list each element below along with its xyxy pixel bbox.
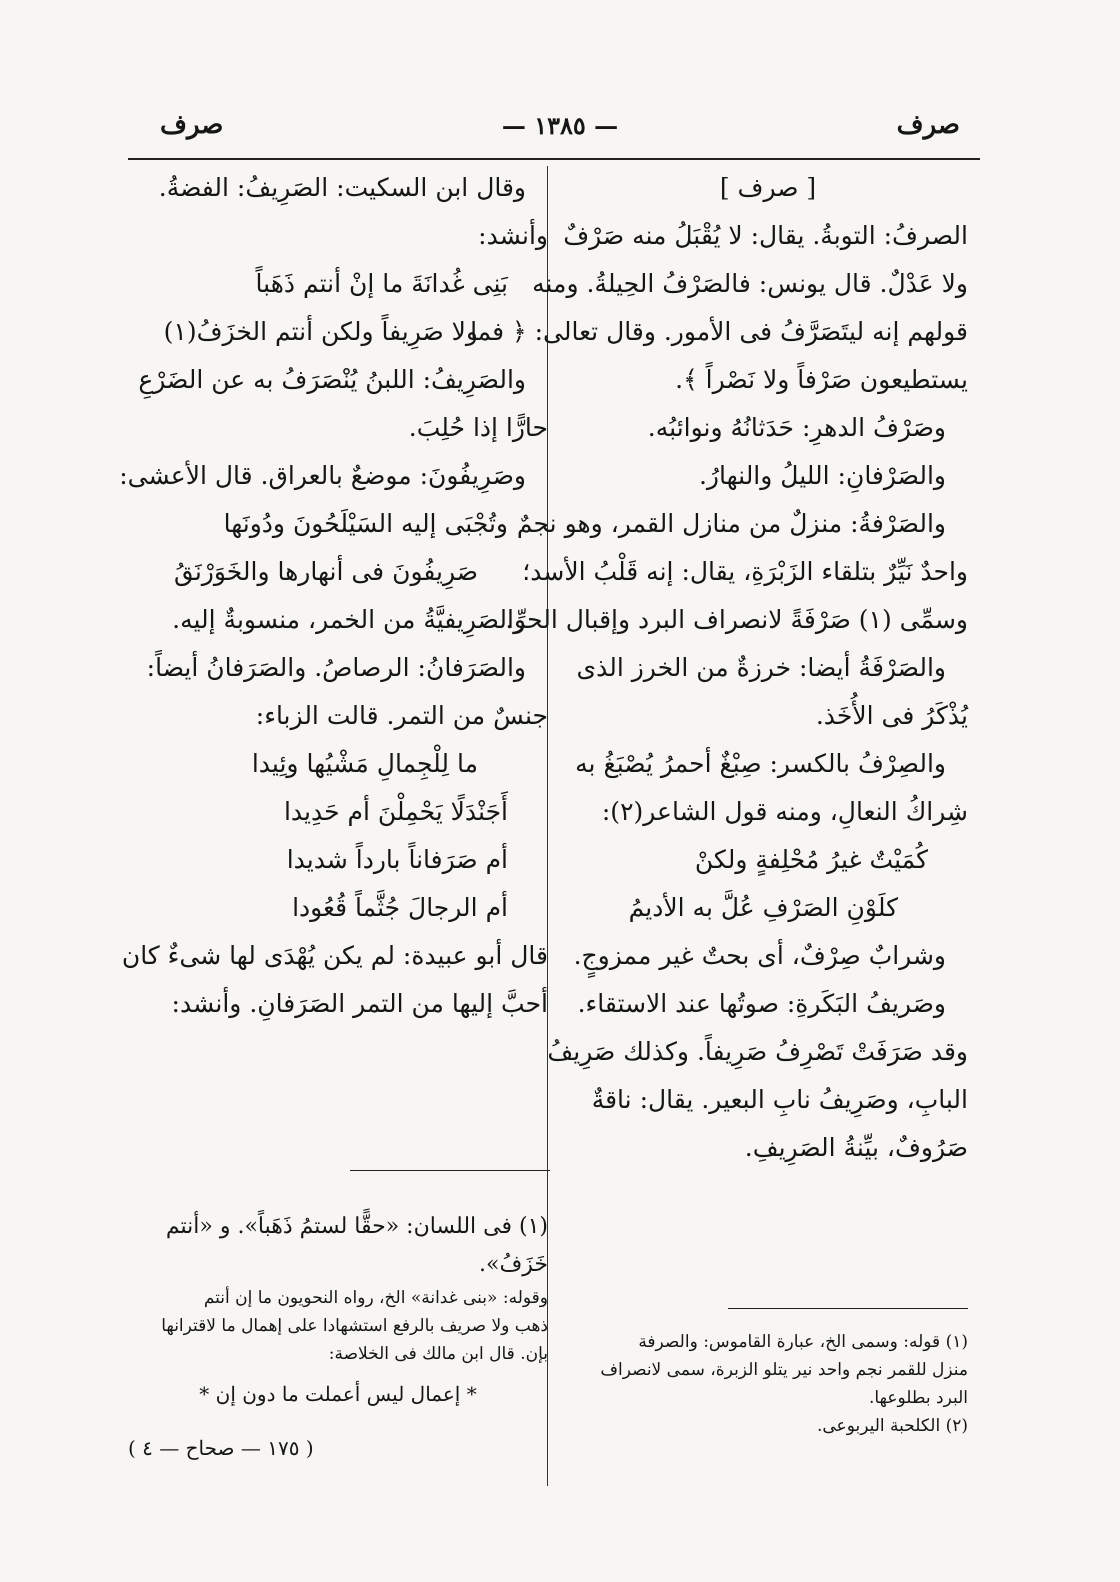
running-head-right: صرف [896,110,960,140]
verse-line: بَنِى غُدانَةَ ما إنْ أنتم ذَهَباً [255,269,508,298]
verse-line: صَرِيفُونَ فى أنهارها والخَوَرْنَقُ [173,557,478,586]
footnote-line: ذهب ولا صريف بالرفع استشهادا على إهمال ما لاقترانها [161,1316,548,1336]
text-line: والصَرِيفيَّةُ من الخمر، منسوبةٌ إليه. [172,605,526,634]
footnote-line: وقوله: «بنى غدانة» الخ، رواه النحويون ما إن أنتم [203,1288,548,1308]
text-line: يُذْكَرُ فى الأُخَذ. [815,701,968,730]
text-line: حارًّا إذا حُلِبَ. [408,413,548,442]
verse-line: أم الرجالَ جُثَّماً قُعُودا [292,893,508,922]
text-line: صَرُوفٌ، بيِّنةُ الصَرِيفِ. [744,1133,968,1162]
text-line: البابِ، وصَرِيفُ نابِ البعير. يقال: ناقةٌ [591,1085,968,1114]
text-line: قال أبو عبيدة: لم يكن يُهْدَى لها شىءٌ كان [121,941,548,970]
text-line: شِراكُ النعالِ، ومنه قول الشاعر(٢): [601,797,968,826]
footnote-line: (٢) الكلحبة اليربوعى. [816,1416,968,1436]
footnote-line: البرد بطلوعها. [868,1388,968,1408]
text-line: والصَرَفانُ: الرصاصُ. والصَرَفانُ أيضاً: [146,653,526,682]
text-line: وقد صَرَفَتْ تَصْرِفُ صَرِيفاً. وكذلك صَرِيفُ [547,1037,968,1066]
text-line: والصَرِيفُ: اللبنُ يُنْصَرَفُ به عن الضَرْعِ [138,365,526,394]
left-column [119,164,548,1028]
text-line: والصَرْفانِ: الليلُ والنهارُ. [698,461,946,490]
text-line: وقال ابن السكيت: الصَرِيفُ: الفضةُ. [158,173,526,202]
verse-line: وتُجْبَى إليه السَيْلَحُونَ ودُونَها [223,509,508,538]
footnote-rule-left [350,1170,550,1171]
footnote-line: (١) قوله: وسمى الخ، عبارة القاموس: والصرفة [638,1332,968,1352]
text-line: والصَرْفةُ: منزلٌ من منازل القمر، وهو نجمٌ [516,509,946,538]
text-line: جنسٌ من التمر. قالت الزباء: [255,701,548,730]
footnotes-left [128,1208,548,1414]
text-line: وسمِّى (١) صَرْفَةً لانصراف البرد وإقبال الحرِّ. [505,605,968,634]
text-line: يستطيعون صَرْفاً ولا نَصْراً ﴾. [675,365,968,394]
footnote-line: منزل للقمر نجم واحد نير يتلو الزبرة، سمى لانصراف [600,1360,968,1380]
verse-line: كلَوْنِ الصَرْفِ عُلَّ به الأديمُ [628,893,898,922]
running-head-left: صرف [160,110,224,140]
footnote-rule-right [728,1308,968,1309]
footnote-line: (١) فى اللسان: «حقًّا لستمُ ذَهَباً». و «أنتم [165,1214,548,1239]
text-line: وأنشد: [478,221,548,250]
verse-line: ولا صَرِيفاً ولكن أنتم الخزَفُ(١) [163,317,478,346]
verse-line: أَجَنْدَلًا يَحْمِلْنَ أم حَدِيدا [283,797,508,826]
footnote-line: بإن. قال ابن مالك فى الخلاصة: [328,1344,548,1364]
text-line: واحدٌ نَيِّرٌ بتلقاء الزَبْرَةِ، يقال: إنه قَلْبُ الأسد؛ [522,557,968,586]
footnote-line: خَزَفُ». [479,1252,548,1277]
entry-heading: [ صرف ] [719,173,817,202]
text-line: ولا عَدْلٌ. قال يونس: فالصَرْفُ الحِيلةُ. ومنه [532,269,968,298]
text-line: قولهم إنه ليتَصَرَّفُ فى الأمور. وقال تعالى: ﴿ فما [470,317,968,346]
page-number: — ١٣٨٥ — [501,111,619,140]
signature-mark: ( ١٧٥ — صحاح — ٤ ) [128,1436,314,1460]
footnote-verse: * إعمال ليس أعملت ما دون إن * [199,1382,477,1406]
text-line: الصرفُ: التوبةُ. يقال: لا يُقْبَلُ منه صَرْفٌ [563,221,968,250]
text-line: وصَريفُ البَكَرةِ: صوتُها عند الاستقاء. [577,989,946,1018]
text-line: وشرابٌ صِرْفٌ، أى بحتٌ غير ممزوجٍ. [573,941,946,970]
text-line: وصَرِيفُونَ: موضعٌ بالعراق. قال الأعشى: [119,461,526,490]
header-rule [128,158,980,160]
verse-line: أم صَرَفاناً بارداً شديدا [286,845,508,874]
text-line: أحبَّ إليها من التمر الصَرَفانِ. وأنشد: [171,989,548,1018]
text-line: والصِرْفُ بالكسر: صِبْغٌ أحمرُ يُصْبَغُ به [575,749,946,778]
text-line: وصَرْفُ الدهرِ: حَدَثانُهُ ونوائبُه. [647,413,946,442]
footnotes-right [568,1328,968,1440]
verse-line: كُمَيْتٌ غيرُ مُحْلِفةٍ ولكنْ [694,845,928,874]
verse-line: ما لِلْجِمالِ مَشْيُها وئِيدا [251,749,478,778]
text-line: والصَرْفَةُ أيضا: خرزةٌ من الخرز الذى [576,653,946,682]
